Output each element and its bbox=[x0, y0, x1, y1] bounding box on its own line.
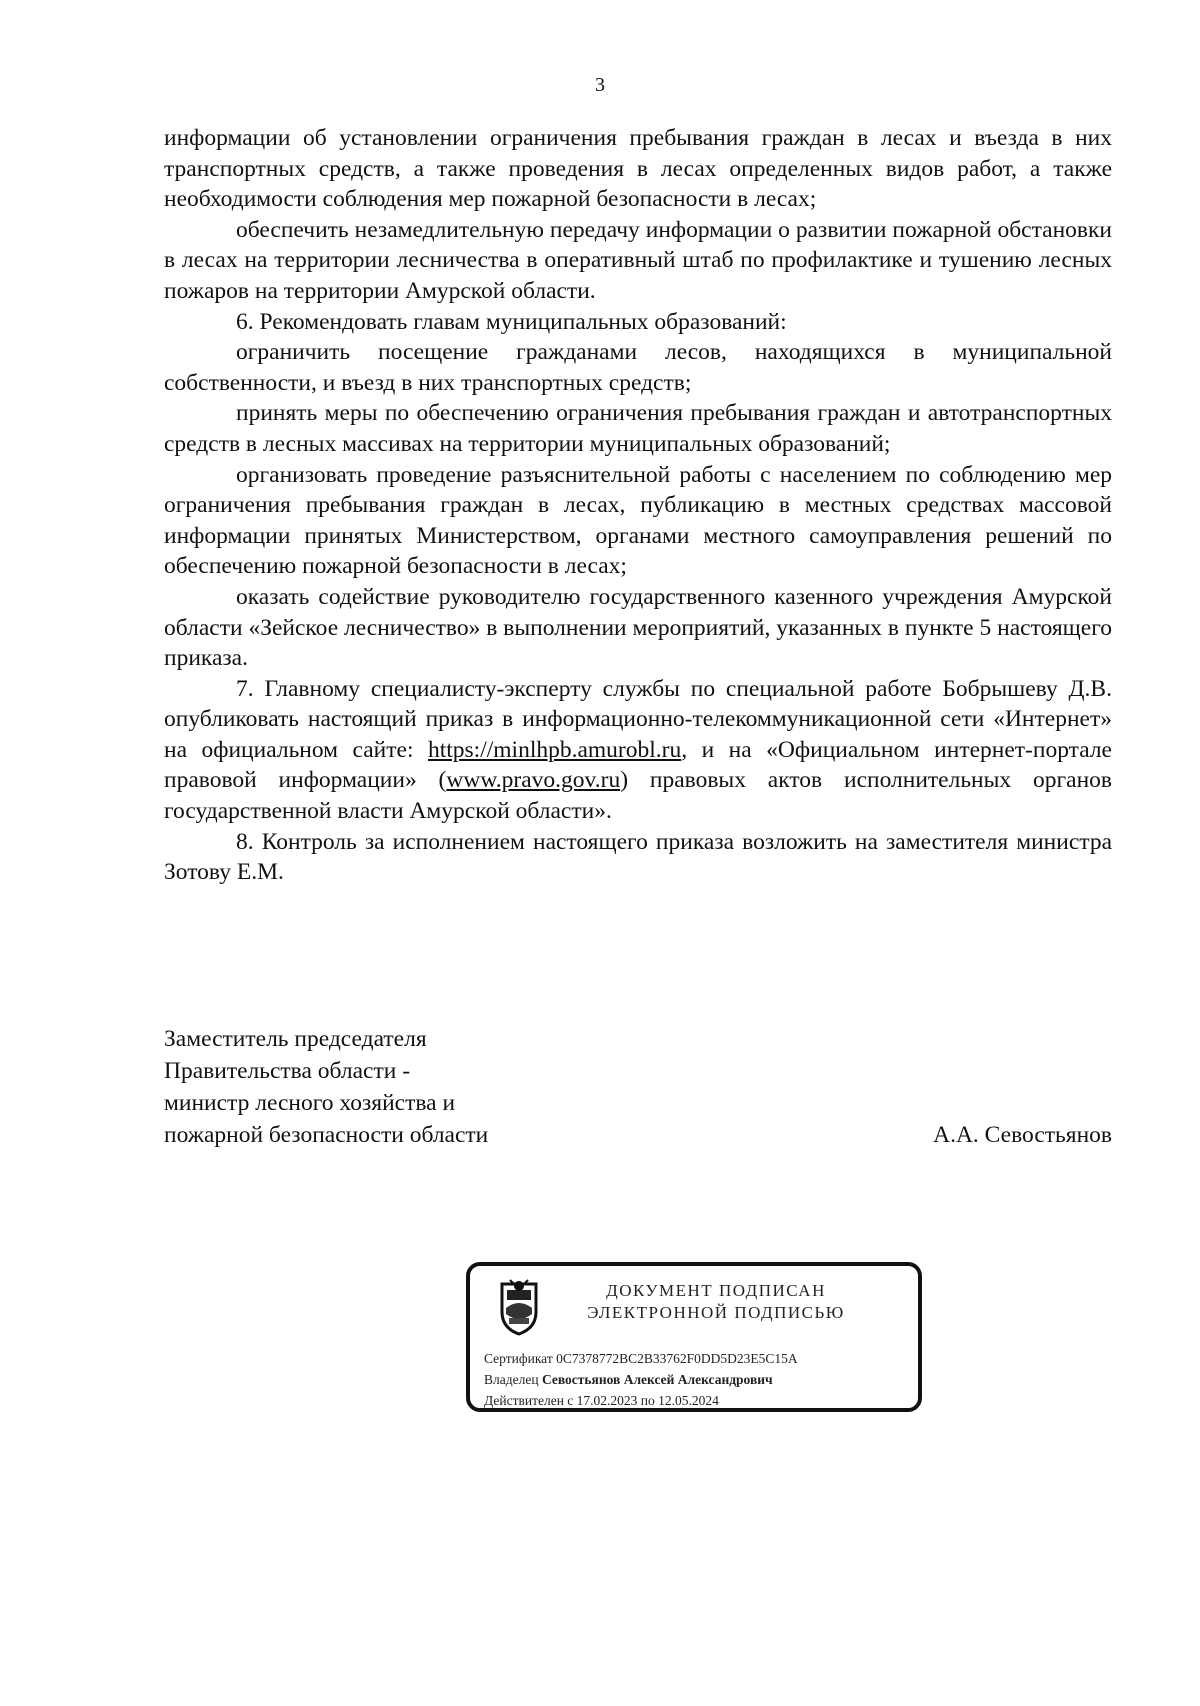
paragraph-take-measures: принять меры по обеспечению ограничения пребывания граждан и автотранспортных средств в лесных массивах на территории муниципальных образований; bbox=[164, 400, 1112, 457]
page-number: 3 bbox=[595, 74, 605, 96]
stamp-heading bbox=[566, 1280, 866, 1324]
paragraph-restrict-visits: ограничить посещение гражданами лесов, находящихся в муниципальной собственности, и въезд в них транспортных средств; bbox=[164, 339, 1112, 396]
signer-title-line: министр лесного хозяйства и bbox=[164, 1090, 456, 1116]
paragraph-item-7 bbox=[164, 674, 1112, 827]
pravo-portal-link[interactable]: www.pravo.gov.ru bbox=[446, 767, 621, 794]
signer-title-line: Заместитель председателя bbox=[164, 1026, 427, 1052]
signer-title-line: пожарной безопасности области bbox=[164, 1122, 489, 1148]
signature-block bbox=[164, 1023, 1112, 1151]
coat-of-arms-icon bbox=[496, 1278, 542, 1338]
paragraph-continuation: информации об установлении ограничения пребывания граждан в лесах и въезда в них транспортных средств, а также проведения в лесах определенных видов работ, а также необходимости соблюдения мер пожарной безопасности в лесах; bbox=[164, 125, 1112, 213]
paragraph-explanatory-work: организовать проведение разъяснительной работы с населением по соблюдению мер ограничения пребывания граждан в лесах, публикацию в местных средствах массовой информации принятых Министерством, органами местного самоуправления решений по обеспечению пожарной безопасности в лесах; bbox=[164, 461, 1112, 580]
stamp-heading-line: ЭЛЕКТРОННОЙ ПОДПИСЬЮ bbox=[587, 1303, 845, 1322]
ministry-site-link[interactable]: https://minlhpb.amurobl.ru bbox=[427, 736, 682, 763]
certificate-value: 0C7378772BC2B33762F0DD5D23E5C15A bbox=[556, 1351, 798, 1366]
valid-to-label: по bbox=[640, 1393, 655, 1408]
paragraph-item-8: 8. Контроль за исполнением настоящего приказа возложить на заместителя министра Зотову Е.М. bbox=[164, 828, 1112, 886]
signer-title-line: Правительства области - bbox=[164, 1058, 411, 1084]
document-body bbox=[164, 123, 1112, 888]
certificate-label: Сертификат bbox=[484, 1351, 553, 1366]
stamp-details bbox=[484, 1348, 914, 1411]
paragraph-transmit-info: обеспечить незамедлительную передачу информации о развитии пожарной обстановки в лесах на территории лесничества в оперативный штаб по профилактике и тушению лесных пожаров на территории Амурской области. bbox=[164, 216, 1112, 304]
item7-text-3: ) правовых актов исполнительных органов государственной власти Амурской области». bbox=[164, 767, 1112, 825]
validity-row bbox=[484, 1390, 914, 1411]
owner-row bbox=[484, 1369, 914, 1390]
item7-text-1: 7. Главному специалисту-эксперту службы по специальной работе Бобрышеву Д.В. опубликовать настоящий приказ в информационно-телекоммуникационной сети «Интернет» на официальном сайте: bbox=[164, 675, 1112, 763]
owner-label: Владелец bbox=[484, 1372, 539, 1387]
valid-to: 12.05.2024 bbox=[658, 1393, 719, 1408]
signer-name: А.А. Севостьянов bbox=[933, 1122, 1112, 1148]
electronic-signature-stamp bbox=[466, 1262, 922, 1412]
item7-text-2: , и на «Официальном интернет-портале правовой информации» ( bbox=[164, 736, 1112, 794]
paragraph-assistance: оказать содействие руководителю государственного казенного учреждения Амурской области «Зейское лесничество» в выполнении мероприятий, указанных в пункте 5 настоящего приказа. bbox=[164, 583, 1112, 672]
stamp-heading-line: ДОКУМЕНТ ПОДПИСАН bbox=[606, 1281, 826, 1300]
certificate-row bbox=[484, 1348, 914, 1369]
valid-from: 17.02.2023 bbox=[576, 1393, 638, 1408]
owner-value: Севостьянов Алексей Александрович bbox=[541, 1372, 773, 1387]
valid-label: Действителен с bbox=[484, 1393, 574, 1408]
paragraph-item-6: 6. Рекомендовать главам муниципальных образований: bbox=[236, 308, 787, 335]
